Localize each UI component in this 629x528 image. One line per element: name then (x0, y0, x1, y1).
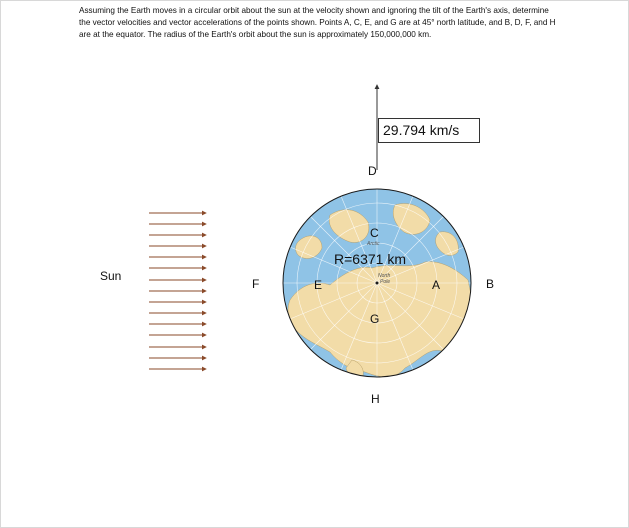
velocity-label: 29.794 km/s (378, 118, 480, 143)
radius-label: R=6371 km (334, 251, 406, 267)
sun-label: Sun (100, 269, 122, 283)
point-h-label: H (371, 392, 380, 406)
point-f-label: F (252, 277, 260, 291)
point-g-label: G (370, 312, 380, 326)
problem-statement: Assuming the Earth moves in a circular orbit about the sun at the velocity shown and ignoring the tilt of the Earth's axis, determine the vector velocities and vector accelerations of the points shown. Points A, C, E, and G are at 45° north latitude, and B, D, F, and H are at the equator. The radius of the Earth's orbit about the sun is approximately 150,000,000 km. (79, 6, 556, 40)
point-a-label: A (432, 278, 441, 292)
north-pole-label-1: North (378, 273, 391, 279)
point-b-label: B (486, 277, 495, 291)
point-d-label: D (368, 164, 377, 178)
point-e-label: E (314, 278, 323, 292)
point-c-label: C (370, 226, 379, 240)
sun-ray-arrows-icon (149, 213, 206, 369)
earth-polar-view-icon (283, 189, 472, 379)
north-pole-label-2: Pole (380, 279, 391, 285)
arctic-label: Arctic (367, 241, 380, 247)
